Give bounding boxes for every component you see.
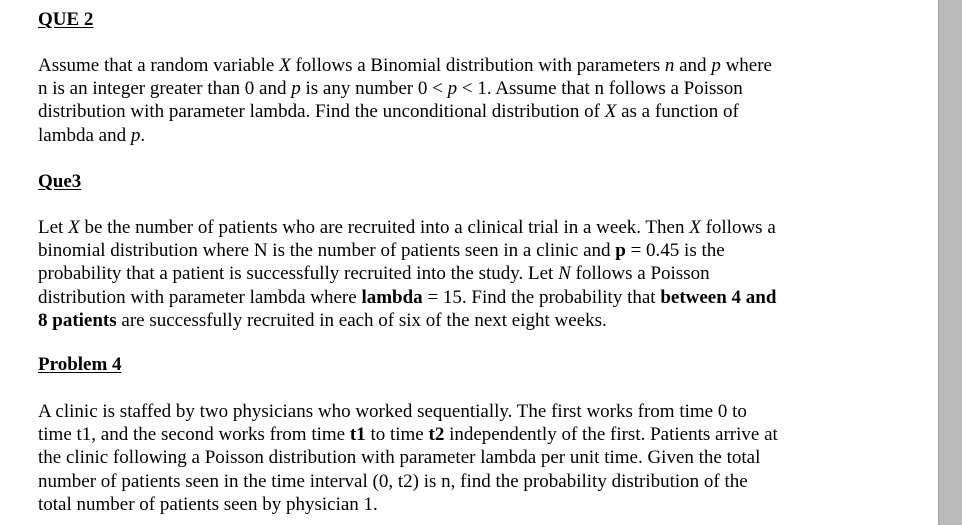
problem4-text [38, 400, 838, 516]
que2-heading: QUE 2 [38, 9, 94, 30]
problem4-heading: Problem 4 [38, 354, 122, 375]
text-line: distribution with parameter lambda where lambda = 15. Find the probability that between 4 and [38, 286, 777, 308]
que2-text [38, 54, 838, 147]
text-line: number of patients seen in the time interval (0, t2) is n, find the probability distribution of the [38, 470, 748, 492]
text-line: A clinic is staffed by two physicians who worked sequentially. The first works from time 0 to [38, 401, 747, 422]
text-line: 8 patients are successfully recruited in each of six of the next eight weeks. [38, 309, 607, 331]
text-line: time t1, and the second works from time t1 to time t2 independently of the first. Patients arrive at [38, 424, 778, 446]
text-line: total number of patients seen by physician 1. [38, 493, 378, 515]
text-line: Assume that a random variable X follows a Binomial distribution with parameters n and p where [38, 55, 772, 76]
que3-heading: Que3 [38, 171, 82, 192]
text-line: n is an integer greater than 0 and p is any number 0 < p < 1. Assume that n follows a Poisson [38, 78, 743, 100]
text-line: lambda and p. [38, 124, 146, 146]
text-line: Let X be the number of patients who are recruited into a clinical trial in a week. Then X follows a [38, 217, 776, 238]
text-line: binomial distribution where N is the number of patients seen in a clinic and p = 0.45 is the [38, 240, 725, 262]
text-line: distribution with parameter lambda. Find the unconditional distribution of X as a function of [38, 101, 739, 123]
vertical-scrollbar[interactable] [938, 0, 962, 525]
text-line: probability that a patient is successfully recruited into the study. Let N follows a Poisson [38, 263, 710, 285]
text-line: the clinic following a Poisson distribution with parameter lambda per unit time. Given the total [38, 447, 761, 469]
que3-text [38, 216, 838, 332]
